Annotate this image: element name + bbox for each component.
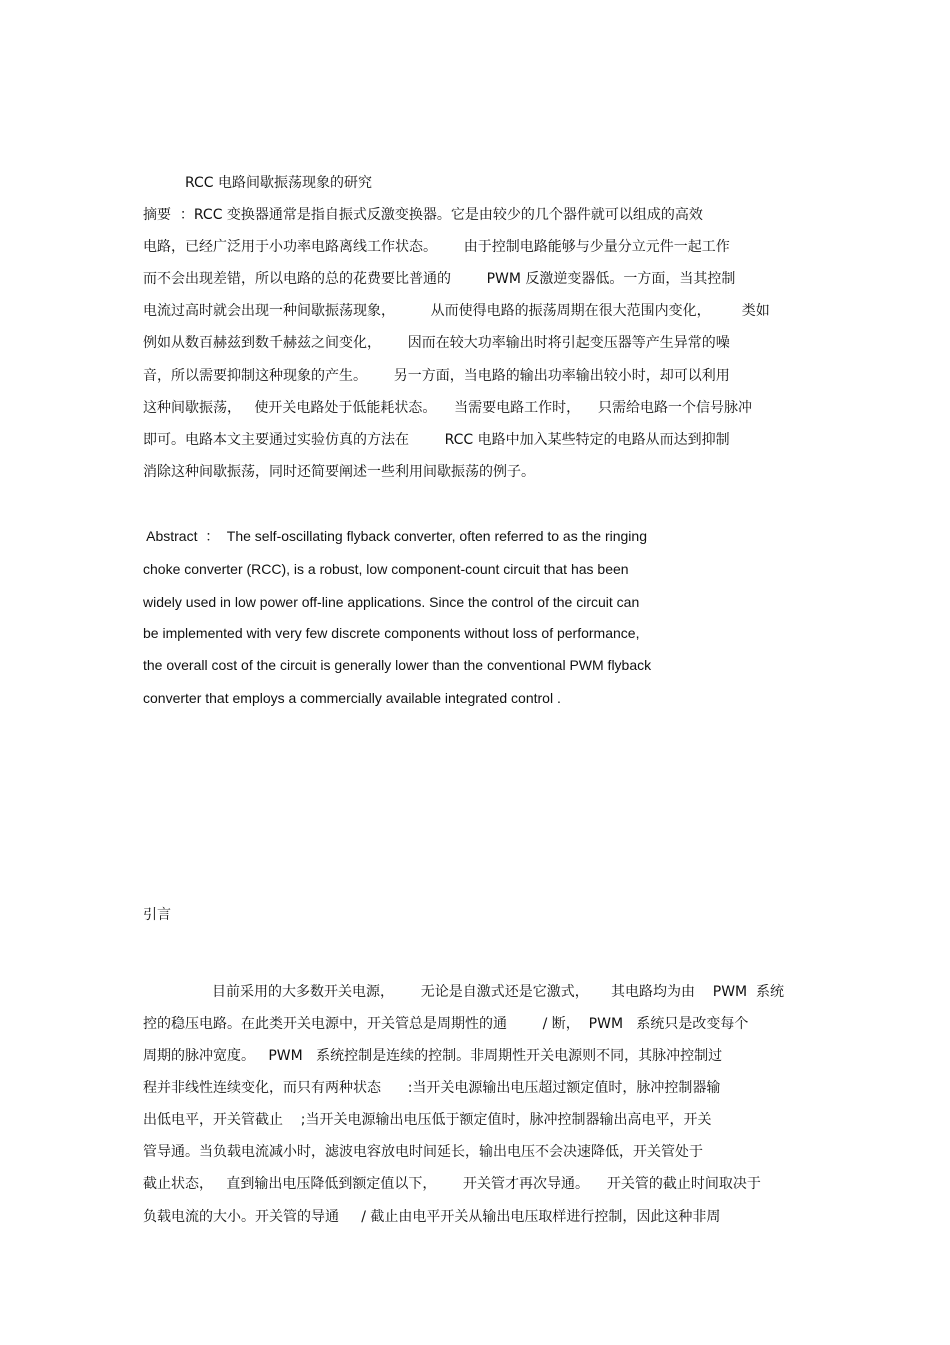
- abstract-en-line: choke converter (RCC), is a robust, low component-count circuit that has been: [143, 561, 629, 577]
- intro-line: 控的稳压电路。在此类开关电源中，开关管总是周期性的通 / 断， PWM 系统只是改变每个: [143, 1016, 749, 1032]
- intro-line: 截止状态， 直到输出电压降低到额定值以下， 开关管才再次导通。 开关管的截止时间取决于: [143, 1176, 761, 1192]
- abstract-cn-line: 电路，已经广泛用于小功率电路离线工作状态。 由于控制电路能够与少量分立元件一起工作: [143, 239, 730, 255]
- abstract-en-line: widely used in low power off-line applications. Since the control of the circuit can: [143, 594, 640, 610]
- intro-line: 负载电流的大小。开关管的导通 / 截止由电平开关从输出电压取样进行控制，因此这种非周: [143, 1209, 721, 1225]
- abstract-en-line: Abstract ： The self-oscillating flyback converter, often referred to as the ringing: [143, 528, 647, 544]
- abstract-cn-line: 电流过高时就会出现一种间歇振荡现象， 从而使得电路的振荡周期在很大范围内变化， 类如: [143, 303, 770, 319]
- abstract-cn-line: 即可。电路本文主要通过实验仿真的方法在 RCC 电路中加入某些特定的电路从而达到抑制: [143, 432, 730, 448]
- abstract-cn-line: 这种间歇振荡， 使开关电路处于低能耗状态。 当需要电路工作时， 只需给电路一个信号脉冲: [143, 400, 752, 416]
- abstract-cn-line: 摘要 ：RCC 变换器通常是指自振式反激变换器。它是由较少的几个器件就可以组成的高效: [143, 207, 703, 223]
- section-heading: 引言: [143, 907, 171, 923]
- intro-line: 目前采用的大多数开关电源， 无论是自激式还是它激式， 其电路均为由 PWM 系统: [212, 984, 785, 1000]
- abstract-cn-line: 例如从数百赫兹到数千赫兹之间变化， 因而在较大功率输出时将引起变压器等产生异常的噪: [143, 335, 730, 351]
- intro-line: 出低电平，开关管截止 ;当开关电源输出电压低于额定值时，脉冲控制器输出高电平，开关: [143, 1112, 712, 1128]
- abstract-en-line: be implemented with very few discrete components without loss of performance,: [143, 625, 640, 641]
- abstract-cn-line: 而不会出现差错，所以电路的总的花费要比普通的 PWM 反激逆变器低。一方面，当其控制: [143, 271, 736, 287]
- intro-line: 管导通。当负载电流减小时，滤波电容放电时间延长，输出电压不会决速降低，开关管处于: [143, 1144, 703, 1160]
- intro-line: 程并非线性连续变化，而只有两种状态 :当开关电源输出电压超过额定值时，脉冲控制器输: [143, 1080, 721, 1096]
- abstract-en-line: the overall cost of the circuit is generally lower than the conventional PWM flyback: [143, 657, 652, 673]
- abstract-cn-line: 音，所以需要抑制这种现象的产生。 另一方面，当电路的输出功率输出较小时，却可以利用: [143, 368, 730, 384]
- abstract-en-line: converter that employs a commercially available integrated control .: [143, 690, 561, 706]
- abstract-cn-line: 消除这种间歇振荡，同时还简要阐述一些利用间歇振荡的例子。: [143, 464, 535, 480]
- intro-line: 周期的脉冲宽度。 PWM 系统控制是连续的控制。非周期性开关电源则不同，其脉冲控制过: [143, 1048, 723, 1064]
- paper-title: RCC 电路间歇振荡现象的研究: [185, 175, 373, 191]
